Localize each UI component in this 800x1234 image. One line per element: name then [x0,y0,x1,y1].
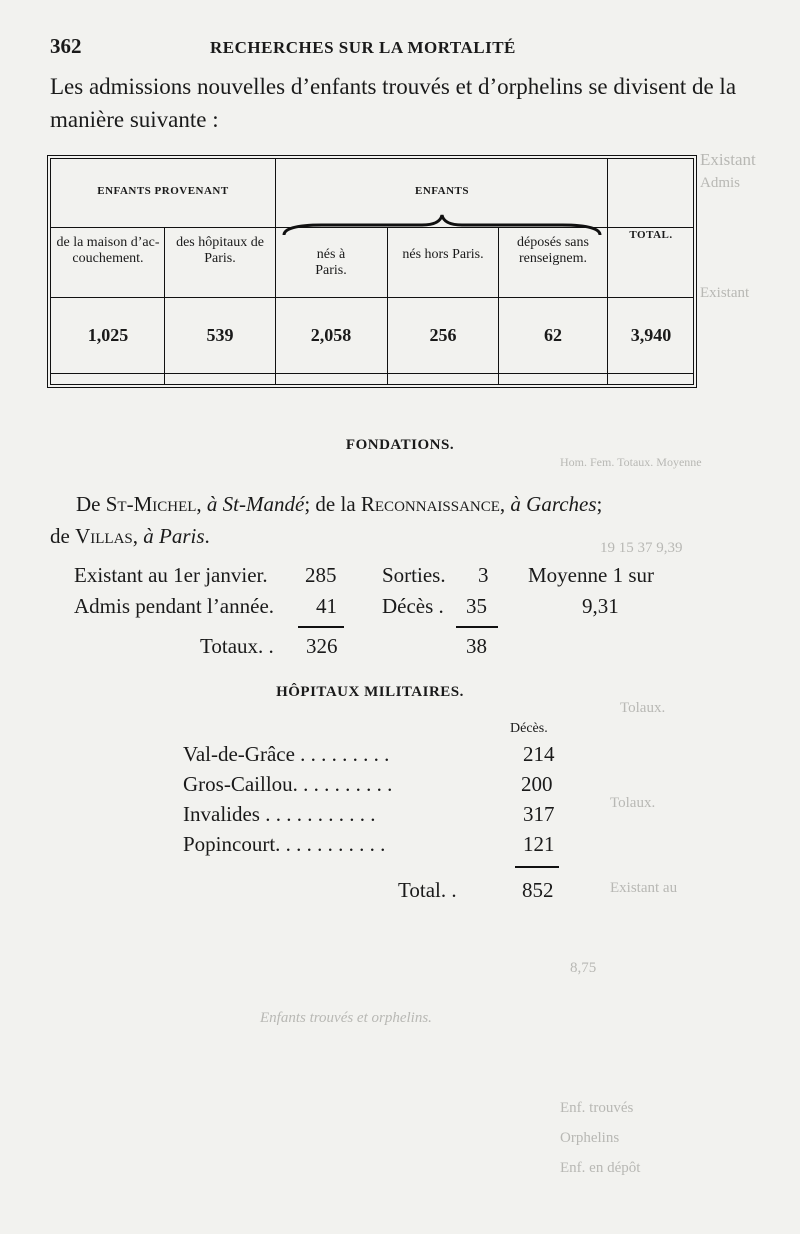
bleed-through-text: Existant au [610,880,678,896]
table-rule [607,159,608,384]
fondations-existant-value: 285 [305,563,337,587]
text-fragment: de [50,524,76,548]
hospital-name: Gros-Caillou. . . . . . . . . . [183,772,393,796]
bleed-through-text: Orphelins [560,1130,620,1146]
text-fragment: , [132,524,144,548]
hospital-deces: 214 [523,742,555,766]
bleed-through-text: Existant [700,150,756,169]
fondations-sorties-label: Sorties. [382,563,446,587]
text-fragment: ; de la [304,492,361,516]
table-rule [387,227,388,384]
col-label-nes-hors-paris: nés hors Paris. [402,247,484,262]
table-row [183,772,563,802]
fondations-sorties-value: 3 [478,563,489,587]
bleed-through-text: Existant [700,285,750,301]
fondations-moyenne-value: 9,31 [582,594,619,618]
hopitaux-total-label: Total. . [398,878,457,902]
fondations-deces-value: 35 [466,594,487,618]
value-total: 3,940 [630,325,672,345]
col-label-deposes: déposés sans renseignem. [517,235,589,266]
sum-rule [298,626,344,628]
col-label-maison: de la maison d’ac- couchement. [56,235,160,266]
brace-icon [282,213,602,237]
table-row [183,742,563,772]
table-rule [51,373,693,374]
col-label-total: TOTAL. [629,229,673,241]
bleed-through-text: 19 15 37 9,39 [600,540,683,556]
section-heading-hopitaux: HÔPITAUX MILITAIRES. [276,684,464,700]
bleed-through-text: 8,75 [570,960,597,976]
table-row [183,802,563,832]
bleed-through-text: Hom. Fem. Totaux. Moyenne [560,455,702,469]
bleed-through-text: Enf. trouvés [560,1100,634,1116]
group-header-provenant: ENFANTS PROVENANT [97,185,229,197]
text-fragment: ; [596,492,603,516]
col-label-nes-paris: nés à Paris. [315,247,347,278]
table-rule [164,227,165,384]
fondations-deces-label: Décès . [382,594,444,618]
text-fragment: , [499,492,511,516]
place-name: Villas [75,524,133,548]
table-row [183,832,563,862]
bleed-through-text: Enf. en dépôt [560,1160,641,1176]
section-heading-fondations: FONDATIONS. [345,437,455,453]
column-header-deces: Décès. [510,721,548,736]
table-rule [51,297,693,298]
place-location: à St-Mandé [206,492,305,516]
place-location: à Paris [143,524,205,548]
value-deposes: 62 [544,325,562,345]
table-rule [275,159,276,384]
page-number: 362 [50,34,82,58]
intro-paragraph: Les admissions nouvelles d’enfants trouvés et d’orphelins se divisent de la manière suivante : [50,74,737,132]
bleed-through-text: Enfants trouvés et orphelins. [260,1010,432,1026]
hospital-name: Val-de-Grâce . . . . . . . . . [183,742,390,766]
place-name: Reconnaissance [360,492,500,516]
hopitaux-total-value: 852 [522,878,554,902]
value-hopitaux: 539 [206,325,234,345]
value-nes-hors-paris: 256 [429,325,457,345]
hospital-name: Popincourt. . . . . . . . . . . [183,832,386,856]
fondations-totaux-value: 326 [306,634,338,658]
col-label-hopitaux: des hôpitaux de Paris. [176,235,264,266]
place-location: à Garches [510,492,597,516]
running-title: RECHERCHES SUR LA MORTALITÉ [210,38,516,57]
admissions-table [47,155,697,388]
bleed-through-text: Tolaux. [620,700,666,716]
bleed-through-text: Tolaux. [610,795,656,811]
fondations-admis-label: Admis pendant l’année. [74,594,275,618]
fondations-line-2 [50,524,210,549]
hospital-deces: 317 [523,802,555,826]
place-name: St-Michel [105,492,197,516]
text-fragment: De [76,492,106,516]
text-fragment: , [196,492,207,516]
fondations-existant-label: Existant au 1er janvier. [74,563,268,587]
fondations-line-1 [76,492,602,517]
value-maison: 1,025 [87,325,129,345]
hospital-deces: 200 [521,772,553,796]
fondations-totaux-deces: 38 [466,634,487,658]
group-header-enfants: ENFANTS [414,185,470,197]
fondations-admis-value: 41 [316,594,337,618]
sum-rule [515,866,559,868]
text-fragment: . [204,524,210,548]
fondations-moyenne-label: Moyenne 1 sur [528,563,654,587]
sum-rule [456,626,498,628]
hospital-deces: 121 [523,832,555,856]
hospital-name: Invalides . . . . . . . . . . . [183,802,376,826]
bleed-through-text: Admis [700,175,741,191]
fondations-totaux-label: Totaux. . [200,634,274,658]
value-nes-paris: 2,058 [310,325,352,345]
